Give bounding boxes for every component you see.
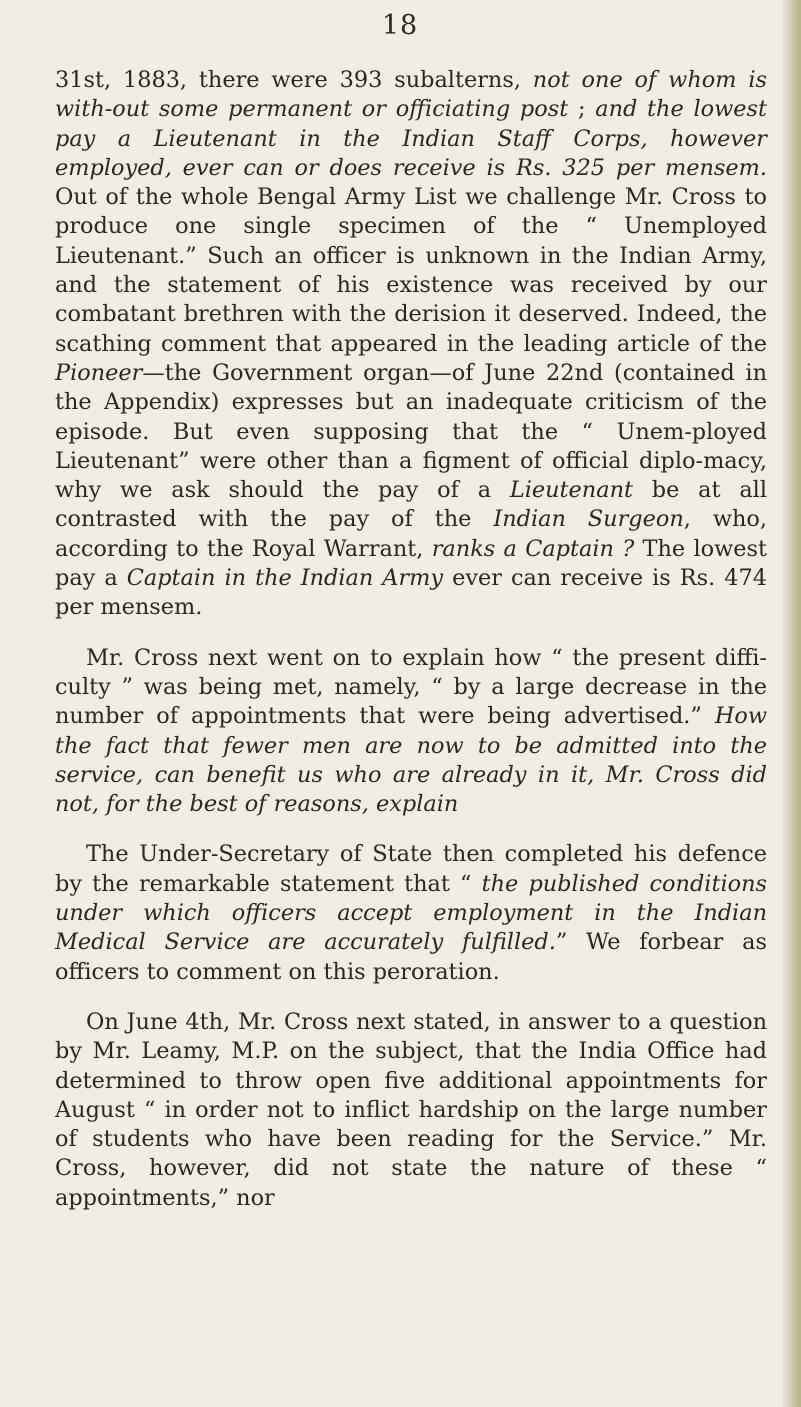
- text-run: Mr. Cross next went on to explain how “ the present diffi-culty ” was being met, namely, “ by a large decrease in the number of appointments that were being advertised.”: [55, 644, 767, 730]
- text-run: ” We forbear as officers to comment on this peroration.: [55, 929, 767, 985]
- paragraph-4: [55, 1008, 767, 1213]
- text-run: The lowest pay a: [55, 535, 767, 592]
- text-run: ;: [568, 96, 596, 123]
- italic-run: Captain in the Indian Army: [126, 565, 444, 592]
- text-run: Out of the whole Bengal Army List we challenge Mr. Cross to produce one single specimen of the “ Unemployed Lieutenant.” Such an officer is unknown in the Indian Army, and the statement of his existence was received by our combatant brethren with the derision it deserved. Indeed, the scathing comment that appeared in the leading article of the: [55, 184, 767, 357]
- text-run: On June 4th, Mr. Cross next stated, in answer to a question by Mr. Leamy, M.P. on the subject, that the India Office had determined to throw open five additional appointments for August “ in order not to inflict hardship on the large number of students who have been reading for the Service.” Mr. Cross, however, did not state the nature of these “ appointments,” nor: [55, 1008, 767, 1211]
- italic-run: Lieutenant: [509, 477, 633, 504]
- text-run: ever can receive is Rs. 474 per mensem.: [55, 565, 768, 621]
- text-run: , who, according to the Royal Warrant,: [55, 506, 767, 562]
- page-body-text: [55, 66, 767, 1213]
- italic-run: the published conditions under which officers accept employment in the Indian Medical Service are accurately fulfilled.: [55, 870, 767, 956]
- text-run: be at all contrasted with the pay of the: [55, 477, 767, 533]
- paragraph-1: [55, 66, 767, 623]
- text-run: —the Government organ—of June 22nd (contained in the Appendix) expresses but an inadequate criticism of the episode. But even supposing that the “ Unem-ployed Lieutenant” were other than a figment of official diplo-macy, why we ask should the pay of a: [55, 359, 767, 504]
- paragraph-2: [55, 644, 767, 820]
- page-edge-shadow: [783, 0, 801, 1407]
- italic-run: How the fact that fewer men are now to be admitted into the service, can benefit us who are already in it, Mr. Cross did not, for the best of reasons, explain: [55, 703, 767, 818]
- text-run: The Under-Secretary of State then completed his defence by the remarkable statement that “: [55, 841, 767, 897]
- paragraph-3: [55, 840, 767, 986]
- italic-run: and the lowest pay a Lieutenant in the Indian Staff Corps, however employed, ever can or does receive is Rs. 325 per mensem.: [55, 96, 767, 181]
- italic-run: Indian Surgeon: [493, 506, 684, 533]
- italic-run: Pioneer: [55, 359, 143, 386]
- text-run: 31st, 1883, there were 393 subalterns,: [55, 67, 533, 93]
- italic-run: ranks a Captain ?: [431, 535, 635, 562]
- italic-run: not one of whom is with-out some permanent or officiating post: [55, 67, 767, 123]
- page-number: 18: [381, 10, 419, 41]
